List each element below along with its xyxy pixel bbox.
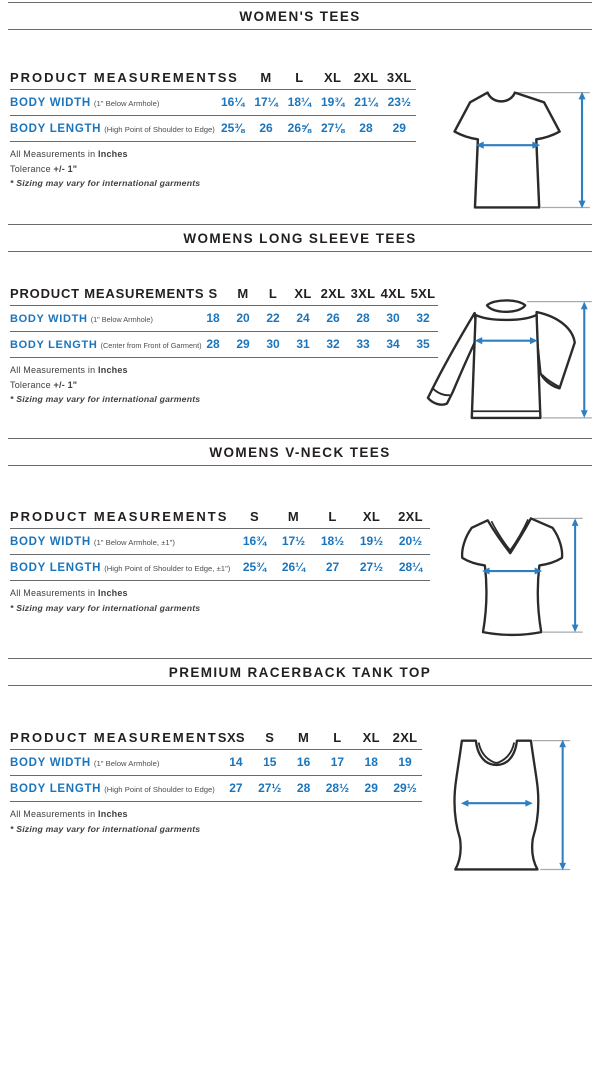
row-values: [198, 337, 438, 351]
measurement-value: 32: [416, 311, 430, 325]
v-neck-tee-illustration: [434, 509, 594, 650]
measurement-value: 16¼: [220, 95, 245, 109]
measurement-value: 24: [296, 311, 310, 325]
measurement-value: 27½: [359, 560, 384, 574]
measurement-value: 18: [206, 311, 220, 325]
row-label-cell: [10, 119, 216, 137]
row-note: (Center from Front of Garment): [100, 341, 202, 350]
measurement-value: 30: [266, 337, 280, 351]
size-column-header: XL: [324, 70, 342, 85]
product-measurements-header: PRODUCT MEASUREMENTS: [10, 286, 205, 301]
footnote-text: Inches: [98, 365, 128, 375]
measurement-value: 18¼: [287, 95, 311, 109]
table-row: [10, 90, 416, 116]
section-title: WOMENS LONG SLEEVE TEES: [183, 230, 417, 246]
measurement-value: 35: [416, 337, 430, 351]
measurement-value: 29: [236, 337, 250, 351]
measurement-value: 29: [364, 781, 378, 795]
row-label-cell: [10, 309, 198, 327]
section-title: PREMIUM RACERBACK TANK TOP: [168, 664, 432, 680]
row-label: BODY WIDTH: [10, 97, 91, 109]
section-header-band: [8, 438, 592, 466]
size-columns: [235, 509, 430, 524]
measurements-table: [10, 728, 422, 802]
section-title: WOMENS V-NECK TEES: [209, 444, 391, 460]
row-label: BODY LENGTH: [10, 783, 102, 795]
womens-tee-illustration: [426, 78, 594, 224]
size-column-header: S: [228, 70, 238, 85]
product-measurements-header: PRODUCT MEASUREMENTS: [10, 730, 229, 745]
measurement-value: 16¾: [242, 534, 267, 548]
table-row: [10, 116, 416, 142]
measurement-value: 25⅜: [220, 121, 245, 135]
row-label-cell: [10, 532, 235, 550]
measurement-value: 17: [330, 755, 345, 769]
size-column-header: M: [298, 730, 310, 745]
measurement-value: 15: [263, 755, 277, 769]
footnote-text: +/- 1": [53, 163, 78, 174]
row-note: (High Point of Shoulder to Edge): [104, 125, 215, 134]
size-column-header: 2XL: [392, 730, 418, 745]
size-columns: [216, 70, 416, 85]
size-column-header: 2XL: [320, 286, 346, 301]
row-label-cell: [10, 558, 235, 576]
measurement-value: 28: [296, 781, 311, 795]
measurement-value: 34: [386, 337, 400, 351]
table-header-row: [10, 507, 430, 529]
section-womens-v-neck-tees: [0, 438, 600, 658]
footnote-text: Tolerance: [10, 163, 54, 174]
size-column-header: XS: [226, 730, 245, 745]
measurement-value: 29: [392, 121, 406, 135]
section-content: [0, 507, 600, 658]
table-row: [10, 332, 438, 358]
size-column-header: S: [265, 730, 275, 745]
measurement-value: 33: [356, 337, 370, 351]
table-row: [10, 555, 430, 581]
body-length-arrow: [581, 302, 588, 418]
row-label-cell: [10, 753, 219, 771]
footnote-text: All Measurements in: [10, 809, 99, 819]
measurements-table: [10, 68, 416, 142]
size-column-header: 3XL: [386, 70, 412, 85]
size-columns: [198, 286, 438, 301]
row-values: [219, 781, 422, 795]
footnote-text: Tolerance: [10, 379, 54, 390]
measurement-value: 26⅝: [287, 121, 311, 135]
table-header-row: [10, 728, 422, 750]
table-row: [10, 306, 438, 332]
measurement-value: 21¼: [354, 95, 378, 109]
footnote-text: +/- 1": [53, 379, 78, 390]
measurement-value: 26¼: [281, 560, 306, 574]
measurement-value: 29½: [393, 781, 417, 795]
size-column-header: L: [295, 70, 304, 85]
v-neck-drawing: [434, 509, 594, 650]
footnote-text: * Sizing may vary for international garments: [10, 178, 201, 188]
row-note: (High Point of Shoulder to Edge): [104, 785, 215, 794]
footnote-text: Inches: [98, 149, 128, 159]
garment-outline: [455, 93, 560, 208]
table-header-row: [10, 68, 416, 90]
footnote-text: All Measurements in: [10, 365, 99, 375]
measurement-value: 17½: [281, 534, 306, 548]
measurement-value: 26: [259, 121, 273, 135]
measurements-table: [10, 284, 438, 358]
footnote-text: * Sizing may vary for international garments: [10, 602, 201, 613]
row-label: BODY LENGTH: [10, 339, 98, 351]
row-values: [216, 95, 416, 109]
row-label: BODY WIDTH: [10, 536, 91, 548]
size-column-header: XL: [362, 730, 380, 745]
measurement-value: 26: [326, 311, 340, 325]
size-column-header: L: [333, 730, 342, 745]
tank-top-drawing: [420, 736, 584, 876]
size-column-header: 2XL: [398, 509, 423, 524]
size-column-header: S: [250, 509, 259, 524]
footnote-text: * Sizing may vary for international garments: [10, 394, 201, 404]
footnote-text: All Measurements in: [10, 588, 99, 598]
row-values: [235, 560, 430, 574]
row-note: (1" Below Armhole): [93, 759, 160, 768]
size-column-header: M: [260, 70, 272, 85]
garment-outline: [462, 518, 562, 635]
measurement-value: 20½: [398, 534, 423, 548]
product-measurements-header: PRODUCT MEASUREMENTS: [10, 509, 229, 524]
size-column-header: XL: [294, 286, 312, 301]
size-column-header: L: [328, 509, 337, 524]
measurement-value: 28: [359, 121, 373, 135]
table-header-row: [10, 284, 438, 306]
row-values: [216, 121, 416, 135]
measurement-value: 28: [206, 337, 220, 351]
body-length-arrow: [559, 740, 566, 871]
row-label: BODY LENGTH: [10, 562, 102, 574]
table-row: [10, 750, 422, 776]
row-note: (High Point of Shoulder to Edge, ±1"): [104, 564, 231, 573]
section-racerback-tank-top: [0, 658, 600, 1079]
measurement-value: 14: [229, 755, 243, 769]
size-column-header: XL: [362, 509, 381, 524]
row-label: BODY WIDTH: [10, 757, 91, 769]
measurement-value: 28: [356, 311, 370, 325]
footnote-text: Inches: [98, 809, 128, 819]
section-title: WOMEN'S TEES: [239, 8, 361, 24]
measurement-value: 17¼: [254, 95, 278, 109]
section-header-band: [8, 658, 592, 686]
measurement-value: 31: [296, 337, 310, 351]
measurement-value: 30: [386, 311, 400, 325]
measurement-value: 27: [229, 781, 243, 795]
measurement-value: 27½: [258, 781, 282, 795]
section-header-band: [8, 2, 592, 30]
measurement-value: 27: [325, 560, 340, 574]
row-label-cell: [10, 93, 216, 111]
size-column-header: 3XL: [350, 286, 376, 301]
row-values: [235, 534, 430, 548]
product-measurements-header: PRODUCT MEASUREMENTS: [10, 70, 229, 85]
size-column-header: M: [237, 286, 249, 301]
size-column-header: 5XL: [410, 286, 436, 301]
table-row: [10, 776, 422, 802]
measurement-value: 19: [398, 755, 412, 769]
section-header-band: [8, 224, 592, 252]
measurement-value: 20: [236, 311, 250, 325]
body-length-arrow: [572, 518, 579, 632]
body-length-arrow: [579, 92, 586, 209]
measurement-value: 28½: [325, 781, 350, 795]
size-column-header: 4XL: [380, 286, 406, 301]
section-content: [0, 284, 600, 438]
measurements-table: [10, 507, 430, 581]
measurement-value: 16: [296, 755, 311, 769]
long-sleeve-drawing: [420, 293, 596, 436]
measurement-value: 32: [326, 337, 340, 351]
tee-drawing: [426, 78, 594, 224]
size-columns: [219, 730, 422, 745]
row-note: (1" Below Armhole): [93, 99, 160, 108]
size-column-header: L: [268, 286, 278, 301]
long-sleeve-tee-illustration: [420, 293, 596, 436]
row-note: (1" Below Armhole): [90, 315, 153, 324]
row-label-cell: [10, 335, 202, 353]
size-column-header: M: [287, 509, 300, 524]
section-content: [0, 728, 600, 1079]
measurement-value: 25¾: [242, 560, 267, 574]
row-label-cell: [10, 779, 219, 797]
size-column-header: 2XL: [353, 70, 379, 85]
measurement-value: 18: [364, 755, 378, 769]
table-row: [10, 529, 430, 555]
footnote-text: Inches: [98, 588, 128, 598]
row-label: BODY LENGTH: [10, 123, 102, 135]
row-note: (1" Below Armhole, ±1"): [93, 538, 175, 547]
measurement-value: 28¼: [398, 560, 423, 574]
row-values: [198, 311, 438, 325]
footnote-text: * Sizing may vary for international garments: [10, 823, 201, 834]
footnote-text: All Measurements in: [10, 149, 99, 159]
racerback-tank-illustration: [420, 736, 584, 876]
row-label: BODY WIDTH: [10, 313, 88, 325]
measurement-value: 19¾: [320, 95, 345, 109]
section-womens-tees: [0, 2, 600, 224]
row-values: [219, 755, 422, 769]
measurement-value: 23½: [387, 95, 411, 109]
size-column-header: S: [208, 286, 218, 301]
measurement-value: 22: [266, 311, 280, 325]
garment-outline: [428, 300, 575, 417]
measurement-value: 19½: [359, 534, 384, 548]
measurement-value: 27⅛: [320, 121, 345, 135]
section-womens-long-sleeve-tees: [0, 224, 600, 438]
measurement-value: 18½: [320, 534, 345, 548]
section-content: [0, 68, 600, 224]
